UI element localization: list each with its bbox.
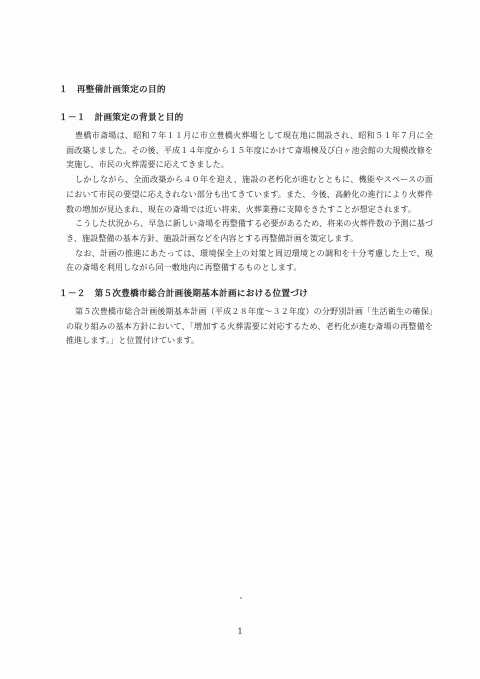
section-body-1-1 bbox=[55, 128, 433, 275]
section-body-1-2 bbox=[55, 304, 433, 348]
paragraph: 豊橋市斎場は、昭和７年１１月に市立豊橋火葬場として現在地に開設され、昭和５１年７月に全面改築しました。その後、平成１４年度から１５年度にかけて斎場棟及び白ヶ池会館の大規模改修を実施し、市民の火葬需要に応えてきました。 bbox=[66, 130, 433, 170]
document-body bbox=[55, 84, 433, 348]
paragraph: しかしながら、全面改築から４０年を迎え、施設の老朽化が進むとともに、機能やスペースの面において市民の要望に応えきれない部分も出てきています。また、今後、高齢化の進行により火葬件数の増加が見込まれ、現在の斎場では近い将来、火葬業務に支障をきたすことが想定されます。 bbox=[66, 174, 433, 214]
paragraph: 第５次豊橋市総合計画後期基本計画（平成２８年度～３２年度）の分野別計画「生活衛生の確保」の取り組みの基本方針において、「増加する火葬需要に対応するため、老朽化が進む斎場の再整備を推進します。」と位置付けています。 bbox=[66, 306, 433, 346]
paragraph: なお、計画の推進にあたっては、環境保全上の対策と周辺環境との調和を十分考慮した上で、現在の斎場を利用しながら同一敷地内に再整備するものとします。 bbox=[66, 247, 433, 273]
paragraph: こうした状況から、早急に新しい斎場を再整備する必要があるため、将来の火葬件数の予測に基づき、施設整備の基本方針、施設計画などを内容とする再整備計画を策定します。 bbox=[66, 218, 434, 243]
section-spacer bbox=[55, 275, 433, 288]
scan-speck bbox=[240, 597, 242, 599]
page-number: 1 bbox=[237, 627, 243, 636]
section-heading-1-2: １－２ 第５次豊橋市総合計画後期基本計画における位置づけ bbox=[59, 289, 309, 300]
chapter-title: １ 再整備計画策定の目的 bbox=[59, 85, 166, 95]
section-heading-1-1: １－１ 計画策定の背景と目的 bbox=[59, 113, 184, 123]
